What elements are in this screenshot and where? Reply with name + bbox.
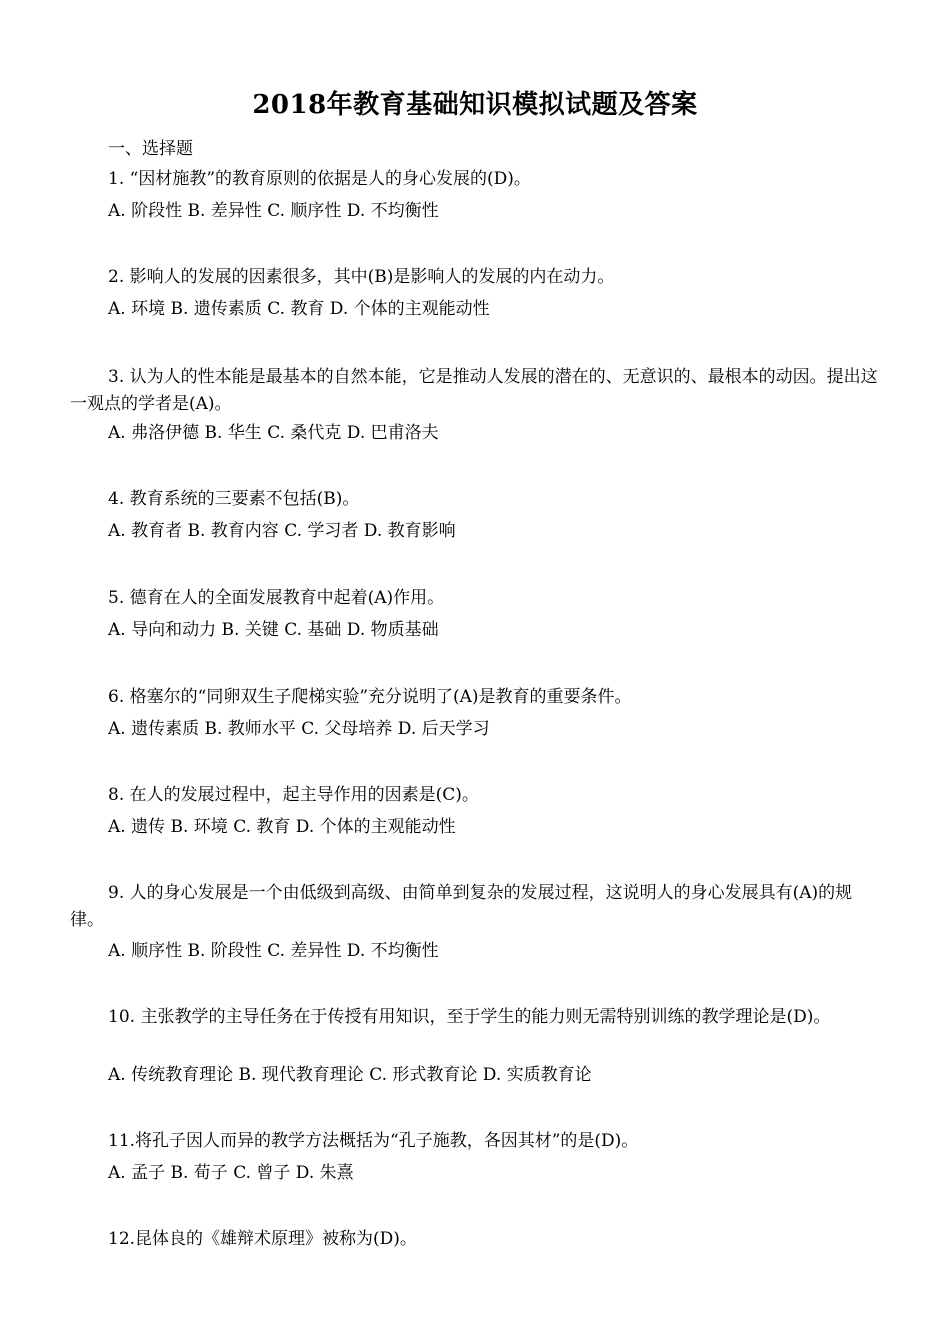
question-stem: 2. 影响人的发展的因素很多，其中(B)是影响人的发展的内在动力。 [108,267,615,287]
question-10-options: A. 传统教育理论 B. 现代教育理论 C. 形式教育论 D. 实质教育论 [108,1065,592,1085]
question-9 [70,880,882,934]
question-4-options: A. 教育者 B. 教育内容 C. 学习者 D. 教育影响 [108,521,456,541]
question-6-options: A. 遗传素质 B. 教师水平 C. 父母培养 D. 后天学习 [108,719,490,739]
question-1-options: A. 阶段性 B. 差异性 C. 顺序性 D. 不均衡性 [108,201,439,221]
section-heading: 一、选择题 [108,139,193,159]
question-8 [70,782,882,809]
question-4 [70,486,882,513]
question-3-options: A. 弗洛伊德 B. 华生 C. 桑代克 D. 巴甫洛夫 [108,423,439,443]
question-6 [70,684,882,711]
question-11-options: A. 孟子 B. 荀子 C. 曾子 D. 朱熹 [108,1163,354,1183]
question-9-options: A. 顺序性 B. 阶段性 C. 差异性 D. 不均衡性 [108,941,439,961]
page-title: 2018年教育基础知识模拟试题及答案 [252,90,698,120]
question-2 [70,264,882,291]
question-stem: 12.昆体良的《雄辩术原理》被称为(D)。 [108,1229,417,1249]
question-stem: 10. 主张教学的主导任务在于传授有用知识，至于学生的能力则无需特别训练的教学理论是(D)。 [108,1007,831,1027]
question-5 [70,585,882,612]
question-stem: 3. 认为人的性本能是最基本的自然本能，它是推动人发展的潜在的、无意识的、最根本的动因。提出这一观点的学者是(A)。 [70,367,878,414]
question-5-options: A. 导向和动力 B. 关键 C. 基础 D. 物质基础 [108,620,439,640]
question-stem: 1. “因材施教”的教育原则的依据是人的身心发展的(D)。 [108,169,531,189]
question-stem: 5. 德育在人的全面发展教育中起着(A)作用。 [108,588,445,608]
question-stem: 11.将孔子因人而异的教学方法概括为“孔子施教，各因其材”的是(D)。 [108,1131,639,1151]
question-12 [70,1226,882,1253]
question-2-options: A. 环境 B. 遗传素质 C. 教育 D. 个体的主观能动性 [108,299,490,319]
question-3 [70,364,882,418]
question-stem: 6. 格塞尔的“同卵双生子爬梯实验”充分说明了(A)是教育的重要条件。 [108,687,632,707]
question-8-options: A. 遗传 B. 环境 C. 教育 D. 个体的主观能动性 [108,817,456,837]
question-11 [70,1128,882,1155]
question-10 [70,1004,882,1031]
question-stem: 9. 人的身心发展是一个由低级到高级、由简单到复杂的发展过程，这说明人的身心发展具有(A)的规律。 [70,883,853,930]
question-stem: 4. 教育系统的三要素不包括(B)。 [108,489,360,509]
question-stem: 8. 在人的发展过程中，起主导作用的因素是(C)。 [108,785,479,805]
question-1 [70,166,882,193]
